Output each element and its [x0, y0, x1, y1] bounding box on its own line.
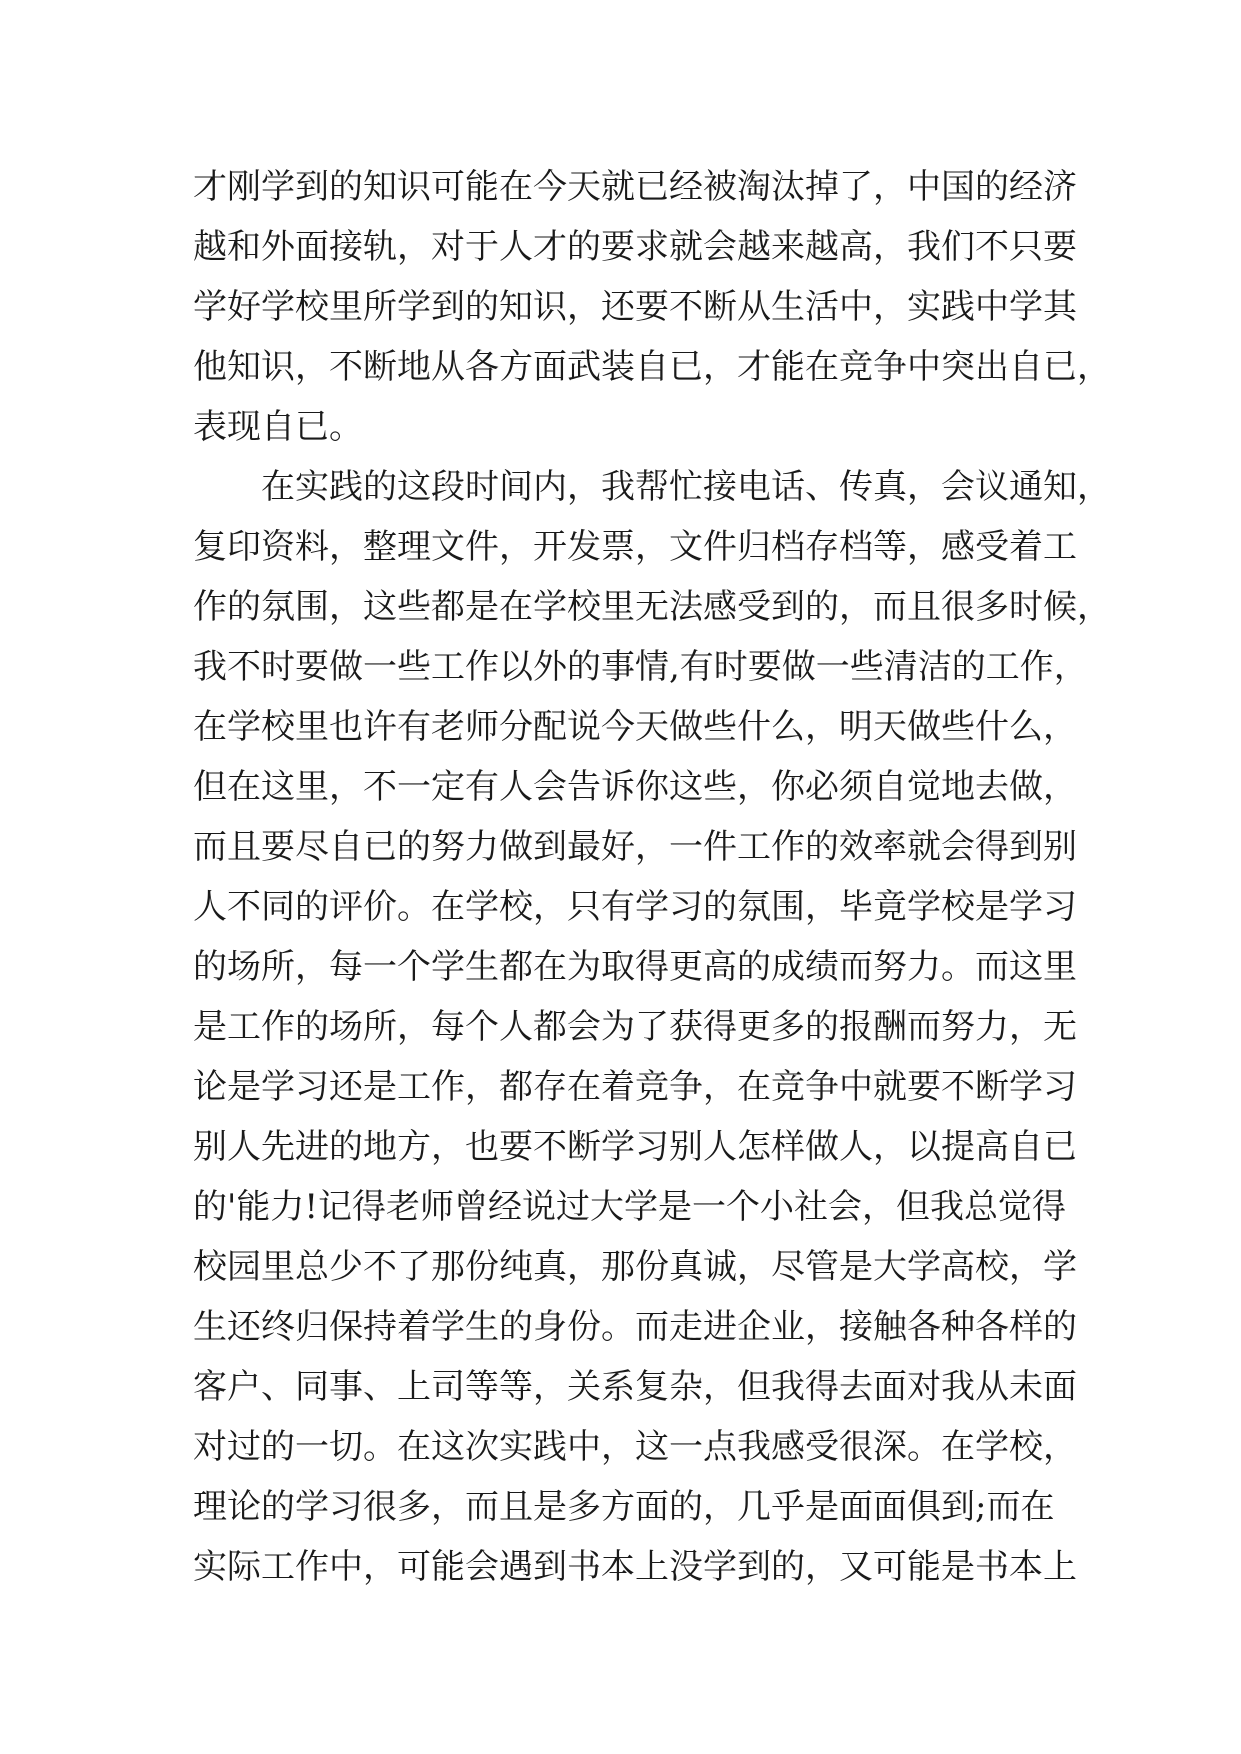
text-line: 才刚学到的知识可能在今天就已经被淘汰掉了，中国的经济 [193, 167, 1077, 207]
text-line: 在学校里也许有老师分配说今天做些什么，明天做些什么， [193, 707, 1077, 747]
text-line: 他知识，不断地从各方面武装自已，才能在竞争中突出自已， [193, 347, 1111, 387]
text-line: 理论的学习很多，而且是多方面的，几乎是面面俱到;而在 [193, 1487, 1055, 1527]
text-line: 论是学习还是工作，都存在着竞争，在竞争中就要不断学习 [193, 1067, 1077, 1107]
text-line: 越和外面接轨，对于人才的要求就会越来越高，我们不只要 [193, 227, 1077, 267]
text-line: 的场所，每一个学生都在为取得更高的成绩而努力。而这里 [193, 947, 1077, 987]
document-body [193, 157, 1111, 1597]
text-line: 表现自已。 [193, 407, 363, 447]
text-line: 是工作的场所，每个人都会为了获得更多的报酬而努力，无 [193, 1007, 1077, 1047]
text-line: 对过的一切。在这次实践中，这一点我感受很深。在学校， [193, 1427, 1077, 1467]
text-line: 我不时要做一些工作以外的事情,有时要做一些清洁的工作， [193, 647, 1088, 687]
text-line: 人不同的评价。在学校，只有学习的氛围，毕竟学校是学习 [193, 887, 1077, 927]
paragraph-first-line: 在实践的这段时间内，我帮忙接电话、传真，会议通知， [261, 467, 1111, 507]
text-line: 但在这里，不一定有人会告诉你这些，你必须自觉地去做， [193, 767, 1077, 807]
text-line: 复印资料，整理文件，开发票，文件归档存档等，感受着工 [193, 527, 1077, 567]
text-line: 校园里总少不了那份纯真，那份真诚，尽管是大学高校，学 [193, 1247, 1077, 1287]
text-line: 作的氛围，这些都是在学校里无法感受到的，而且很多时候， [193, 587, 1111, 627]
text-line: 生还终归保持着学生的身份。而走进企业，接触各种各样的 [193, 1307, 1077, 1347]
text-line: 而且要尽自已的努力做到最好，一件工作的效率就会得到别 [193, 827, 1077, 867]
text-line: 客户、同事、上司等等，关系复杂，但我得去面对我从未面 [193, 1367, 1077, 1407]
text-line: 学好学校里所学到的知识，还要不断从生活中，实践中学其 [193, 287, 1077, 327]
text-line: 别人先进的地方，也要不断学习别人怎样做人，以提高自已 [193, 1127, 1077, 1167]
text-line: 的'能力!记得老师曾经说过大学是一个小社会，但我总觉得 [193, 1187, 1067, 1227]
text-line: 实际工作中，可能会遇到书本上没学到的，又可能是书本上 [193, 1547, 1077, 1587]
